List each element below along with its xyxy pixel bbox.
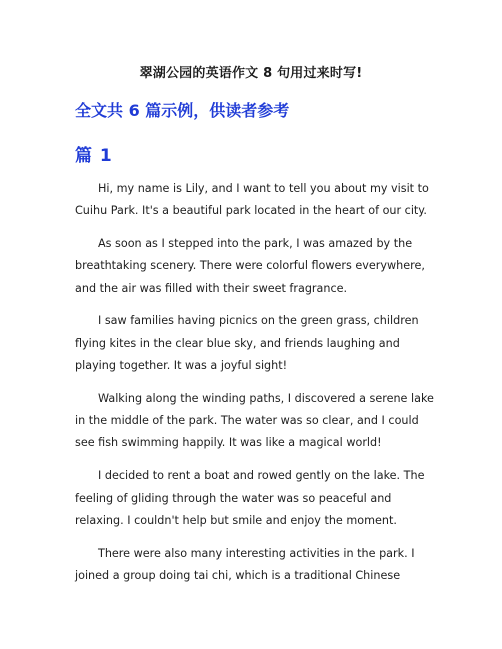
paragraph: Walking along the winding paths, I discovered a serene lake in the middle of the park. The water was so clear, and I could see fish swimming happily. It was like a magical world! xyxy=(75,391,434,450)
section-heading: 篇 1 xyxy=(75,146,113,166)
paragraph: I decided to rent a boat and rowed gently on the lake. The feeling of gliding through the water was so peaceful and relaxing. I couldn't help but smile and enjoy the moment. xyxy=(75,469,425,527)
document-title: 翠湖公园的英语作文 8 句用过来时写! xyxy=(139,66,363,81)
paragraph: Hi, my name is Lily, and I want to tell you about my visit to Cuihu Park. It's a beautiful park located in the heart of our city. xyxy=(75,182,429,218)
paragraph: As soon as I stepped into the park, I was amazed by the breathtaking scenery. There were colorful flowers everywhere, and the air was filled with their sweet fragrance. xyxy=(75,237,425,295)
document-subtitle: 全文共 6 篇示例，供读者参考 xyxy=(75,101,290,120)
paragraph: There were also many interesting activities in the park. I joined a group doing tai chi, which is a traditional Chinese xyxy=(75,546,415,582)
paragraph: I saw families having picnics on the green grass, children flying kites in the clear blue sky, and friends laughing and playing together. It was a joyful sight! xyxy=(75,314,419,373)
document-body xyxy=(75,178,435,598)
